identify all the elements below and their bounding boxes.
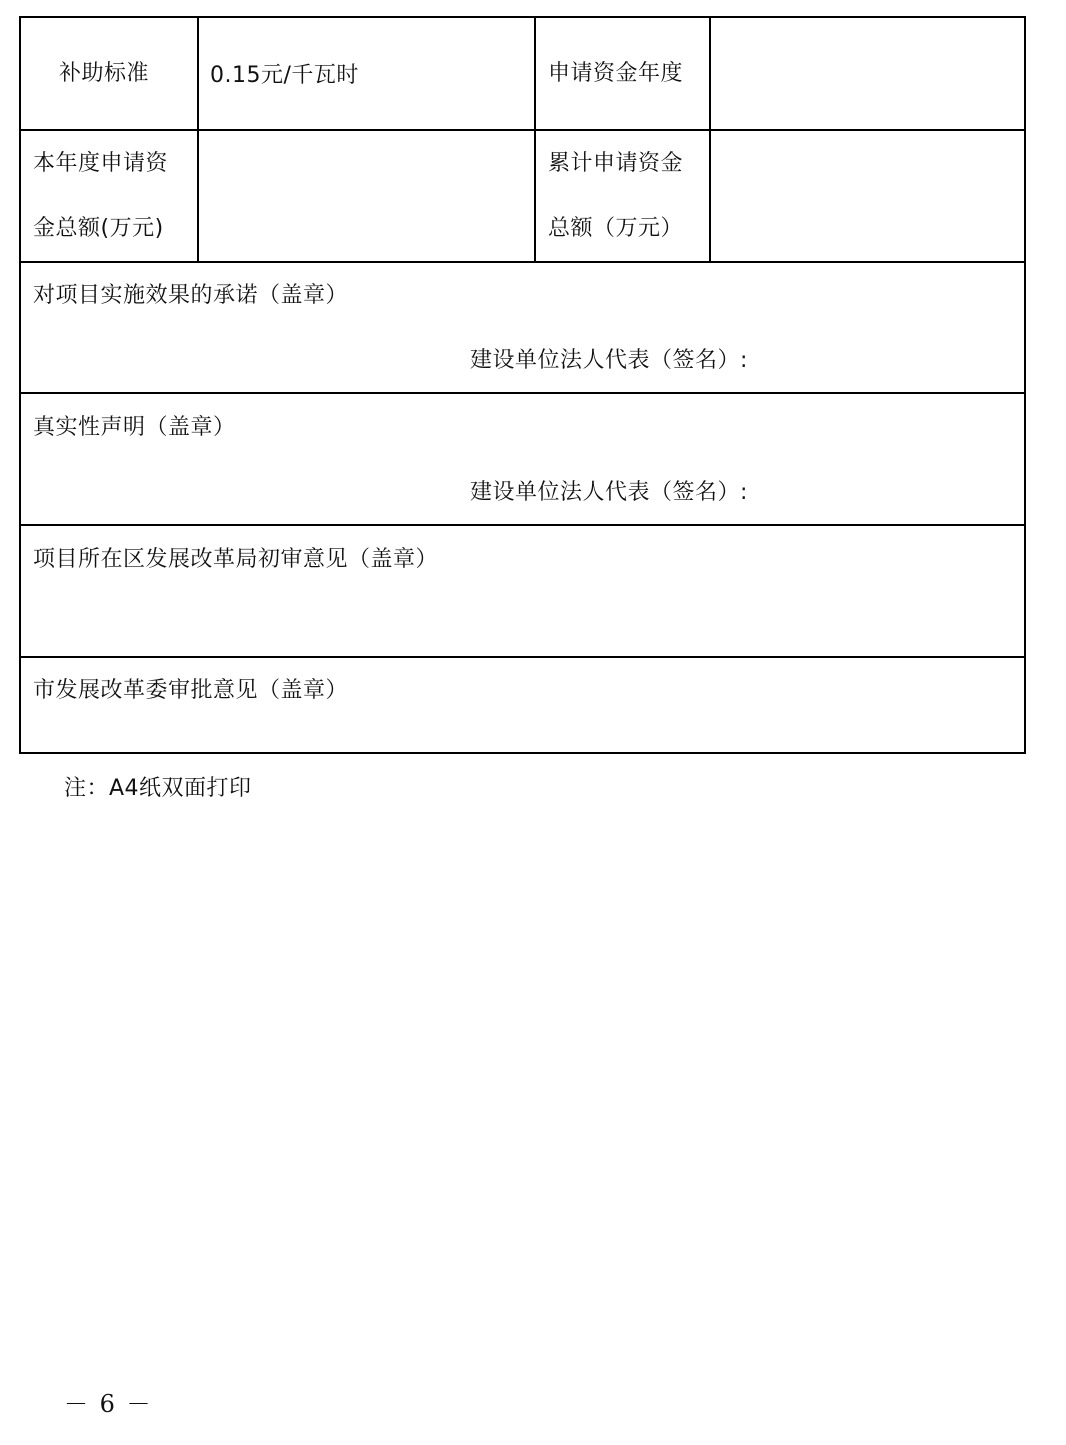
cumulative-total-label-line1: 累计申请资金 bbox=[548, 151, 684, 176]
commitment-signature-label: 建设单位法人代表（签名）: bbox=[470, 348, 748, 373]
subsidy-standard-label: 补助标准 bbox=[59, 61, 150, 86]
annual-total-label-line1: 本年度申请资 bbox=[33, 151, 169, 176]
page-number: － 6 － bbox=[64, 1390, 153, 1418]
row-divider bbox=[21, 656, 1024, 658]
annual-total-label-line2: 金总额(万元) bbox=[33, 216, 164, 241]
row-divider bbox=[21, 129, 1024, 131]
city-approval-title: 市发展改革委审批意见（盖章） bbox=[33, 678, 349, 703]
row-divider bbox=[21, 524, 1024, 526]
subsidy-standard-value: 0.15元/千瓦时 bbox=[210, 63, 359, 88]
authenticity-title: 真实性声明（盖章） bbox=[33, 415, 236, 440]
column-divider bbox=[709, 18, 711, 261]
district-review-title: 项目所在区发展改革局初审意见（盖章） bbox=[33, 547, 439, 572]
column-divider bbox=[197, 18, 199, 261]
authenticity-signature-label: 建设单位法人代表（签名）: bbox=[470, 480, 748, 505]
apply-year-label: 申请资金年度 bbox=[548, 61, 684, 86]
print-note: 注：A4纸双面打印 bbox=[64, 776, 252, 801]
commitment-title: 对项目实施效果的承诺（盖章） bbox=[33, 283, 349, 308]
application-form-table bbox=[19, 16, 1026, 754]
cumulative-total-label-line2: 总额（万元） bbox=[548, 216, 684, 241]
row-divider bbox=[21, 392, 1024, 394]
column-divider bbox=[534, 18, 536, 261]
row-divider bbox=[21, 261, 1024, 263]
